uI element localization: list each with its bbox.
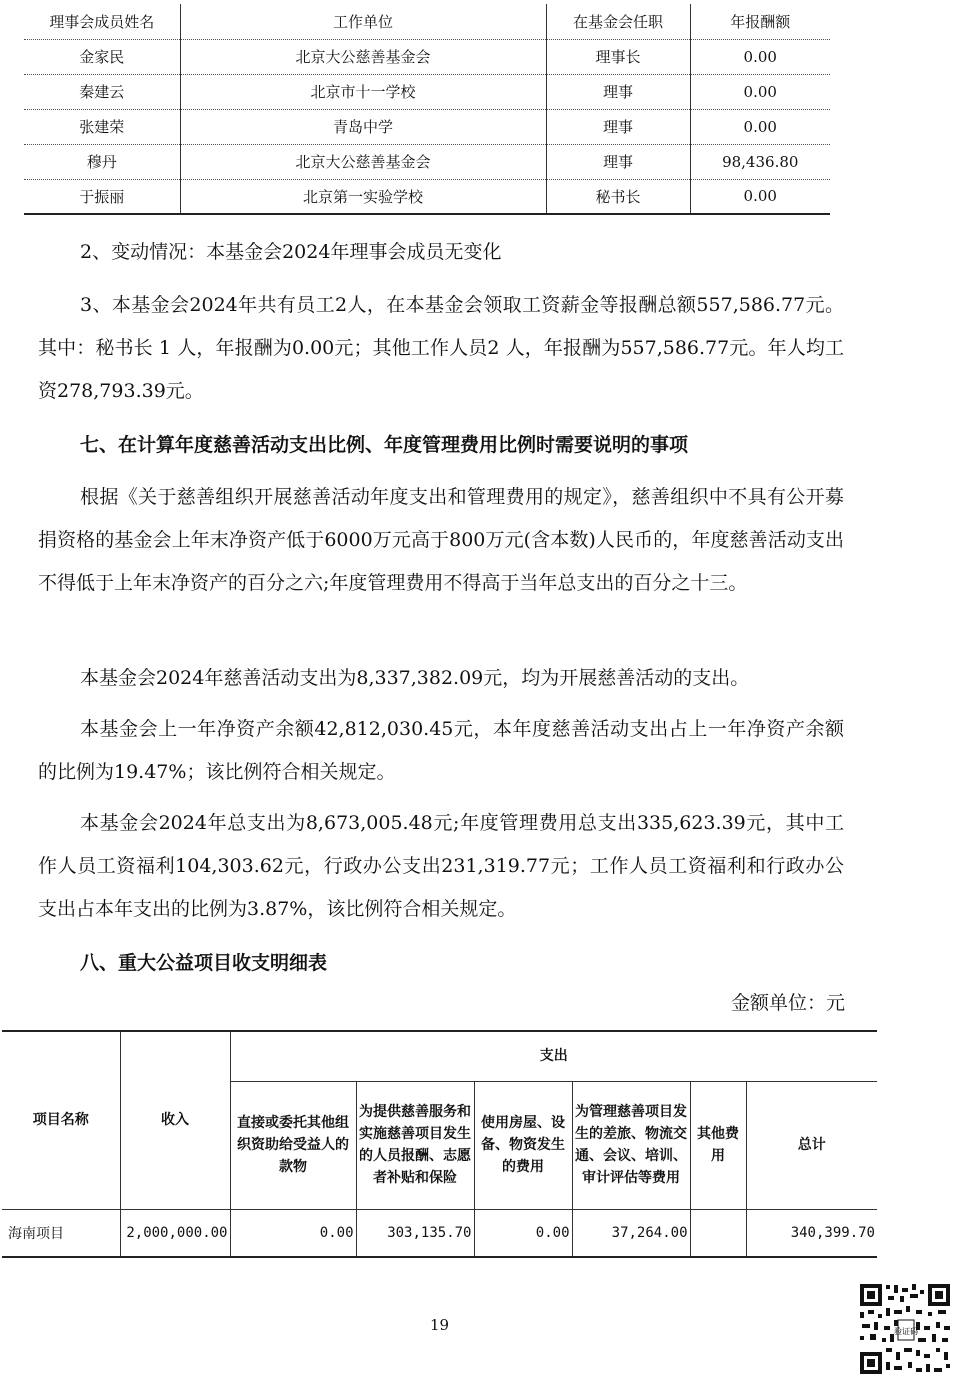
qr-code-icon — [858, 1282, 952, 1376]
section-heading-7: 七、在计算年度慈善活动支出比例、年度管理费用比例时需要说明的事项 — [80, 434, 689, 456]
cell: 理事长 — [546, 39, 690, 74]
cell-project-name: 海南项目 — [2, 1209, 120, 1257]
header-position: 在基金会任职 — [546, 4, 690, 39]
header-salary: 年报酬额 — [690, 4, 830, 39]
cell: 0.00 — [690, 179, 830, 214]
qr-label: 验证码 — [894, 1327, 918, 1336]
cell: 0.00 — [690, 74, 830, 109]
project-table-header-top — [2, 1031, 877, 1081]
header-name: 理事会成员姓名 — [24, 4, 180, 39]
cell: 北京大公慈善基金会 — [180, 144, 546, 179]
cell: 北京大公慈善基金会 — [180, 39, 546, 74]
header-project-name: 项目名称 — [2, 1031, 120, 1209]
page-number: 19 — [430, 1316, 450, 1334]
table-row — [24, 109, 830, 144]
paragraph-admin-expenses: 本基金会2024年总支出为8,673,005.48元;年度管理费用总支出335,623.39元，其中工作人员工资福利104,303.62元，行政办公支出231,319.77元；工作人员工资福利和行政办公支出占本年支出的比例为3.87%，该比例符合相关规定。 — [38, 812, 844, 920]
paragraph-regulation: 根据《关于慈善组织开展慈善活动年度支出和管理费用的规定》，慈善组织中不具有公开募捐资格的基金会上年末净资产低于6000万元高于800万元(含本数)人民币的，年度慈善活动支出不得低于上年末净资产的百分之六;年度管理费用不得高于当年总支出的百分之十三。 — [38, 486, 844, 594]
table-row — [24, 144, 830, 179]
header-total: 总计 — [746, 1081, 877, 1209]
header-facility-costs: 使用房屋、设备、物资发生的费用 — [474, 1081, 572, 1209]
cell-total: 340,399.70 — [746, 1209, 877, 1257]
cell: 理事 — [546, 109, 690, 144]
cell-other-costs — [690, 1209, 746, 1257]
table-row — [2, 1209, 877, 1257]
cell: 北京市十一学校 — [180, 74, 546, 109]
cell: 秘书长 — [546, 179, 690, 214]
cell-personnel-costs: 303,135.70 — [356, 1209, 474, 1257]
cell-direct-funding: 0.00 — [230, 1209, 356, 1257]
cell: 于振丽 — [24, 179, 180, 214]
cell-facility-costs: 0.00 — [474, 1209, 572, 1257]
cell: 0.00 — [690, 109, 830, 144]
table-row — [24, 39, 830, 74]
header-personnel-costs: 为提供慈善服务和实施慈善项目发生的人员报酬、志愿者补贴和保险 — [356, 1081, 474, 1209]
cell: 秦建云 — [24, 74, 180, 109]
paragraph-charity-spending: 本基金会2024年慈善活动支出为8,337,382.09元，均为开展慈善活动的支出。 — [80, 667, 750, 689]
paragraph-staff-pay: 3、本基金会2024年共有员工2人，在本基金会领取工资薪金等报酬总额557,586.77元。其中：秘书长 1 人，年报酬为0.00元；其他工作人员2 人，年报酬为557,586.77元。年人均工资278,793.39元。 — [38, 294, 844, 402]
cell: 98,436.80 — [690, 144, 830, 179]
cell: 金家民 — [24, 39, 180, 74]
header-other-costs: 其他费用 — [690, 1081, 746, 1209]
project-expense-table — [2, 1030, 877, 1258]
amount-unit-label: 金额单位：元 — [730, 992, 845, 1014]
paragraph-board-changes: 2、变动情况：本基金会2024年理事会成员无变化 — [80, 241, 502, 263]
header-direct-funding: 直接或委托其他组织资助给受益人的款物 — [230, 1081, 356, 1209]
board-table-header — [24, 4, 830, 39]
cell: 理事 — [546, 144, 690, 179]
cell-income: 2,000,000.00 — [120, 1209, 230, 1257]
cell: 0.00 — [690, 39, 830, 74]
board-members-table — [24, 4, 830, 215]
header-expense: 支出 — [230, 1031, 877, 1081]
cell: 北京第一实验学校 — [180, 179, 546, 214]
paragraph-net-asset-ratio: 本基金会上一年净资产余额42,812,030.45元，本年度慈善活动支出占上一年净资产余额的比例为19.47%；该比例符合相关规定。 — [38, 718, 844, 783]
cell: 理事 — [546, 74, 690, 109]
table-row — [24, 179, 830, 214]
cell: 穆丹 — [24, 144, 180, 179]
header-employer: 工作单位 — [180, 4, 546, 39]
cell: 青岛中学 — [180, 109, 546, 144]
cell: 张建荣 — [24, 109, 180, 144]
table-row — [24, 74, 830, 109]
cell-management-costs: 37,264.00 — [572, 1209, 690, 1257]
section-heading-8: 八、重大公益项目收支明细表 — [80, 952, 328, 974]
header-management-costs: 为管理慈善项目发生的差旅、物流交通、会议、培训、审计评估等费用 — [572, 1081, 690, 1209]
header-income: 收入 — [120, 1031, 230, 1209]
